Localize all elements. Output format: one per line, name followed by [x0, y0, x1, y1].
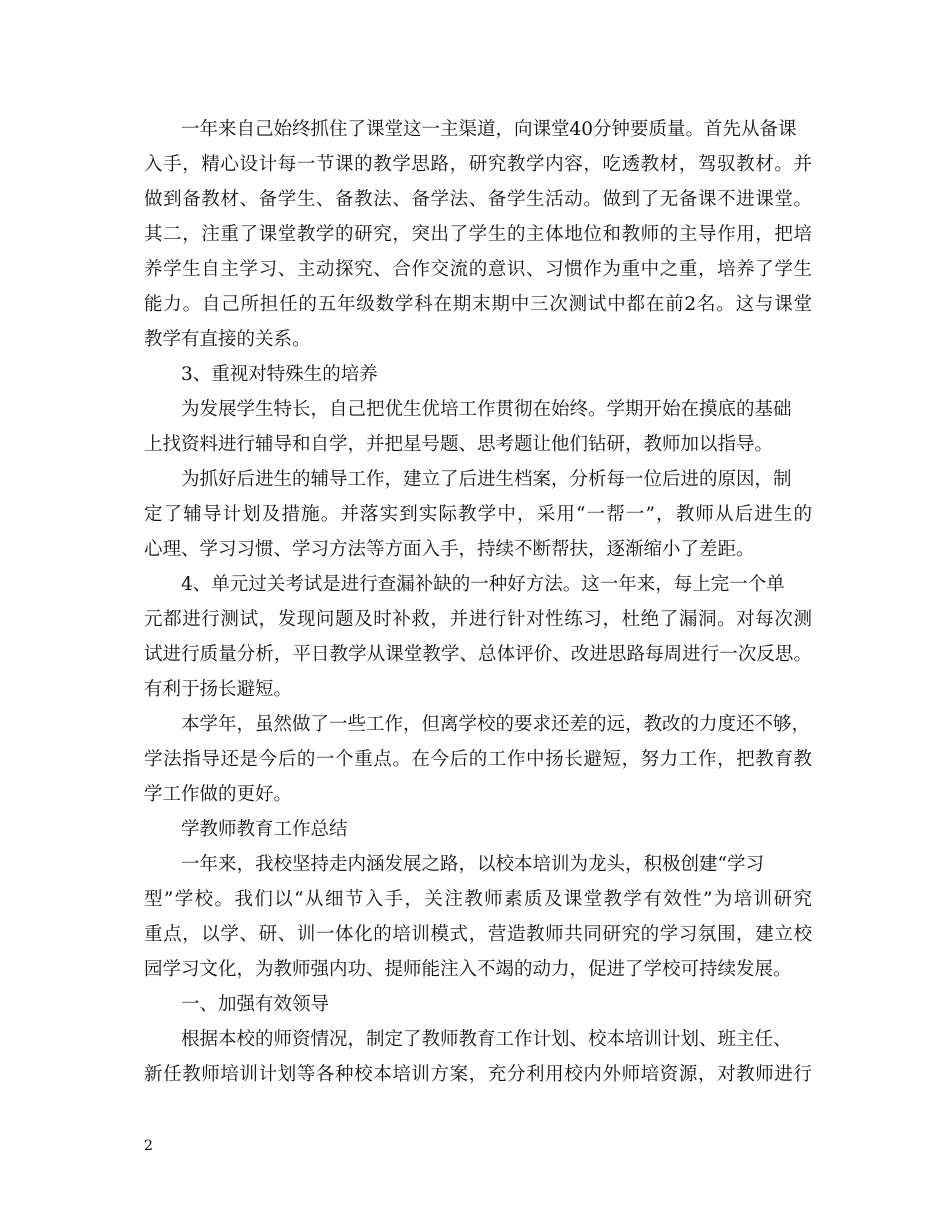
text-line: 学工作做的更好。 [144, 784, 293, 805]
text-line: 一年来，我校坚持走内涵发展之路，以校本培训为龙头，积极创建“学习 [181, 854, 764, 875]
text-line: 型”学校。我们以“从细节入手，关注教师素质及课堂教学有效性”为培训研究 [144, 889, 812, 910]
text-line: 能力。自己所担任的五年级数学科在期末期中三次测试中都在前2名。这与课堂 [144, 294, 812, 315]
text-line: 试进行质量分析，平日教学从课堂教学、总体评价、改进思路每周进行一次反思。 [144, 644, 812, 665]
section-heading: 3、重视对特殊生的培养 [181, 364, 378, 385]
text-line: 教学有直接的关系。 [144, 329, 311, 350]
text-line: 本学年，虽然做了一些工作，但离学校的要求还差的远，教改的力度还不够， [181, 714, 811, 735]
text-line: 定了辅导计划及措施。并落实到实际教学中，采用“一帮一”，教师从后进生的 [144, 504, 812, 525]
page-number: 2 [144, 1138, 153, 1154]
text-line: 养学生自主学习、主动探究、合作交流的意识、习惯作为重中之重，培养了学生 [144, 259, 812, 280]
text-line: 入手，精心设计每一节课的教学思路，研究教学内容，吃透教材，驾驭教材。并 [144, 154, 812, 175]
section-heading: 学教师教育工作总结 [181, 819, 348, 840]
body-text [144, 112, 812, 1092]
text-line: 为发展学生特长，自己把优生优培工作贯彻在始终。学期开始在摸底的基础 [181, 399, 792, 420]
text-line: 园学习文化，为教师强内功、提师能注入不竭的动力，促进了学校可持续发展。 [144, 959, 792, 980]
text-line: 根据本校的师资情况，制定了教师教育工作计划、校本培训计划、班主任、 [181, 1029, 792, 1050]
text-line: 做到备教材、备学生、备教法、备学法、备学生活动。做到了无备课不进课堂。 [144, 189, 812, 210]
section-heading: 一、加强有效领导 [181, 994, 330, 1015]
text-line: 为抓好后进生的辅导工作，建立了后进生档案，分析每一位后进的原因，制 [181, 469, 792, 490]
text-line: 上找资料进行辅导和自学，并把星号题、思考题让他们钻研，教师加以指导。 [144, 434, 774, 455]
text-line: 其二，注重了课堂教学的研究，突出了学生的主体地位和教师的主导作用，把培 [144, 224, 812, 245]
text-line: 有利于扬长避短。 [144, 679, 293, 700]
text-line: 心理、学习习惯、学习方法等方面入手，持续不断帮扶，逐渐缩小了差距。 [144, 539, 755, 560]
text-line: 新任教师培训计划等各种校本培训方案，充分利用校内外师培资源，对教师进行 [144, 1064, 812, 1085]
text-line: 4、单元过关考试是进行查漏补缺的一种好方法。这一年来，每上完一个单 [181, 574, 785, 595]
text-line: 一年来自己始终抓住了课堂这一主渠道，向课堂40分钟要质量。首先从备课 [181, 119, 797, 140]
text-line: 元都进行测试，发现问题及时补救，并进行针对性练习，杜绝了漏洞。对每次测 [144, 609, 812, 630]
text-line: 重点，以学、研、训一体化的培训模式，营造教师共同研究的学习氛围，建立校 [144, 924, 812, 945]
text-line: 学法指导还是今后的一个重点。在今后的工作中扬长避短，努力工作，把教育教 [144, 749, 812, 770]
